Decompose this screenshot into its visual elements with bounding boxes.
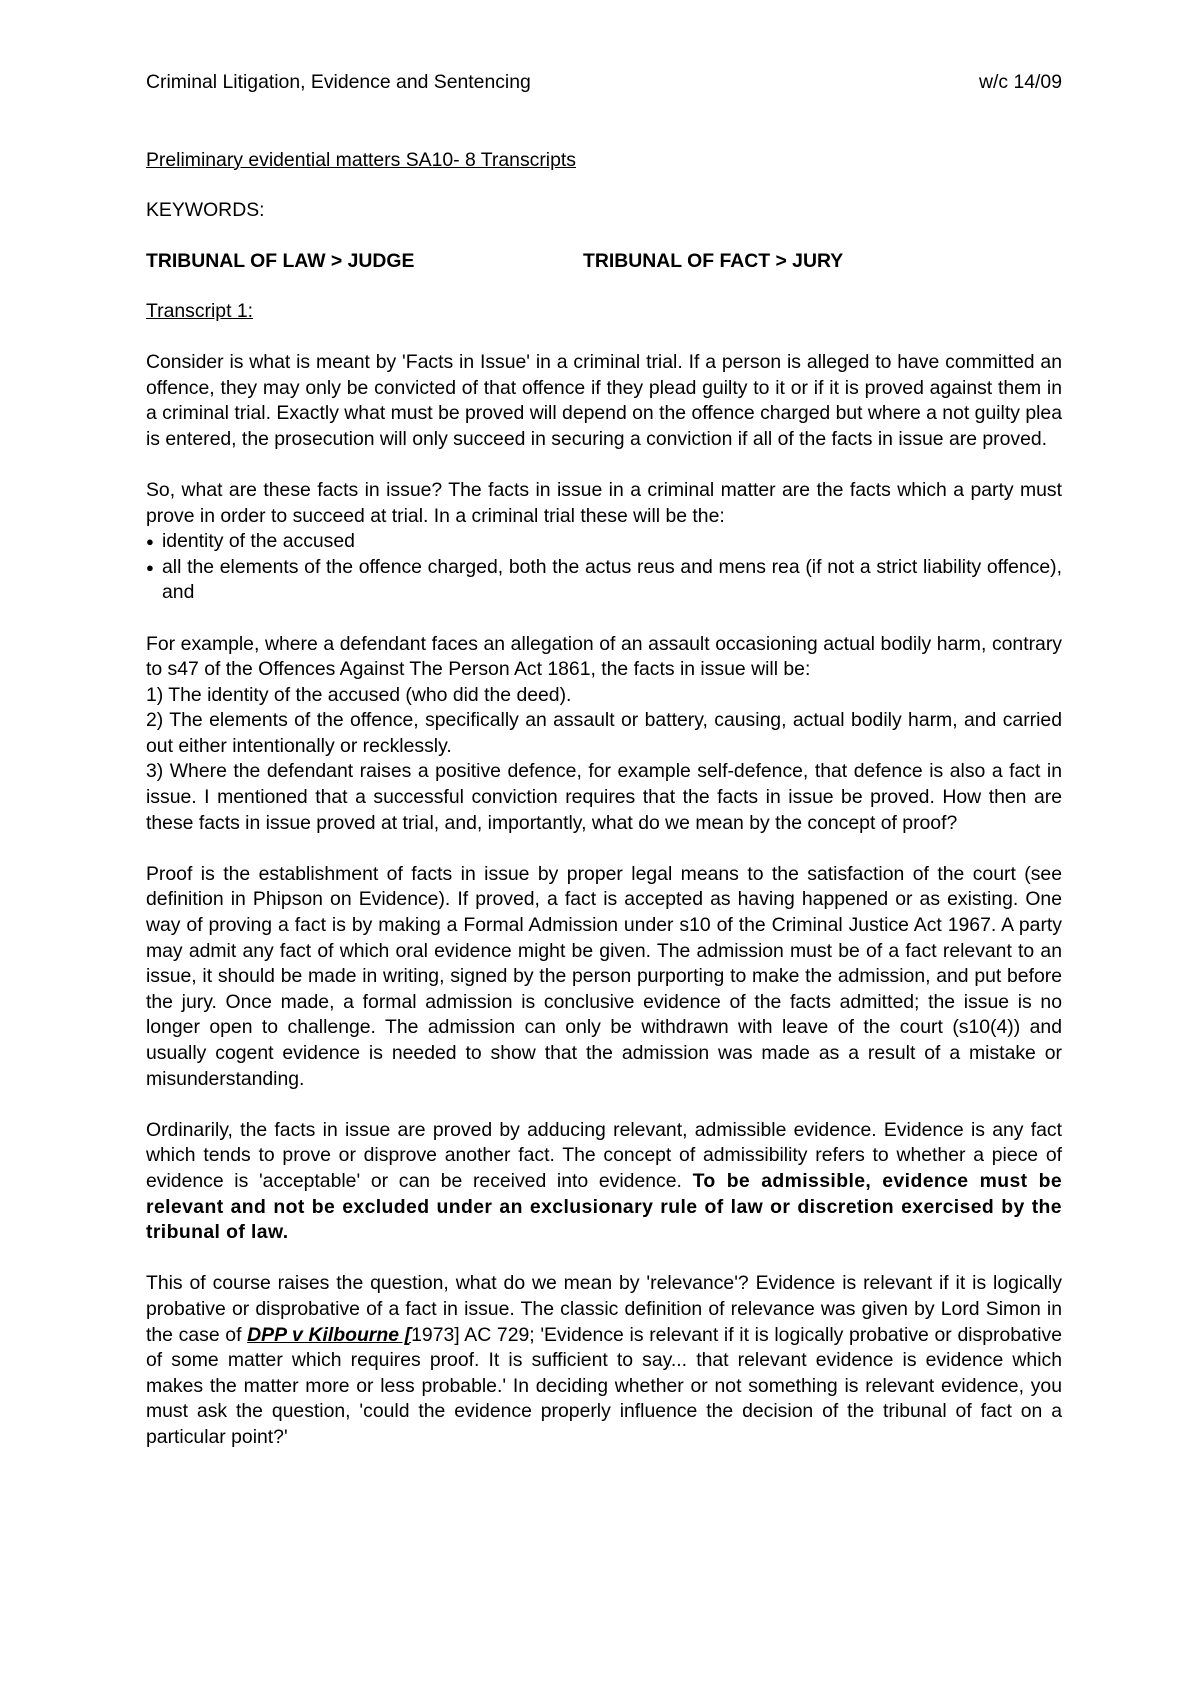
page-header: [146, 70, 1062, 96]
paragraph-admissibility: [146, 1118, 1062, 1246]
keywords-label: KEYWORDS:: [146, 199, 265, 222]
relevance-text-start: This of course raises the question, what do we mean by 'relevance'? Evidence is relevant if it is logically probative or disprobative of a fact in issue. The classic definition of relevance was given by Lord Simon in the case of: [146, 1272, 1062, 1346]
paragraph-relevance: [146, 1271, 1062, 1450]
bullet-icon: ●: [146, 534, 154, 550]
tribunal-of-law: TRIBUNAL OF LAW > JUDGE: [146, 249, 415, 272]
numbered-item: 1) The identity of the accused (who did the deed).: [146, 683, 572, 706]
week-label: w/c 14/09: [979, 71, 1062, 93]
paragraph-example: For example, where a defendant faces an allegation of an assault occasioning actual bodily harm, contrary to s47 of the Offences Against The Person Act 1861, the facts in issue will be:: [146, 632, 1062, 681]
paragraph-proof: Proof is the establishment of facts in issue by proper legal means to the satisfaction of the court (see definition in Phipson on Evidence). If proved, a fact is accepted as having happened or as existing. One way of proving a fact is by making a Formal Admission under s10 of the Criminal Justice Act 1967. A party may admit any fact of which oral evidence might be given. The admission must be of a fact relevant to an issue, it should be made in writing, signed by the person purporting to make the admission, and put before the jury. Once made, a formal admission is conclusive evidence of the facts admitted; the issue is no longer open to challenge. The admission can only be withdrawn with leave of the court (s10(4)) and usually cogent evidence is needed to show that the admission was made as a result of a mistake or misunderstanding.: [146, 862, 1062, 1090]
tribunal-of-fact: TRIBUNAL OF FACT > JURY: [583, 249, 844, 272]
case-citation: DPP v Kilbourne [: [247, 1323, 412, 1346]
numbered-item: 2) The elements of the offence, specifically an assault or battery, causing, actual bodily harm, and carried out either intentionally or recklessly.: [146, 709, 1062, 757]
admissibility-rule: To be admissible, evidence must be relevant and not be excluded under an exclusionary rule of law or discretion exercised by the tribunal of law.: [146, 1169, 1062, 1244]
relevance-text-end: 1973] AC 729; 'Evidence is relevant if it is logically probative or disprobative of some matter which requires proof. It is sufficient to say... that relevant evidence is evidence which makes the matter more or less probable.' In deciding whether or not something is relevant evidence, you must ask the question, 'could the evidence properly influence the decision of the tribunal of fact on a particular point?': [146, 1323, 1062, 1448]
tribunal-keywords: [146, 249, 1062, 275]
paragraph-what-are-facts: So, what are these facts in issue? The facts in issue in a criminal matter are the facts which a party must prove in order to succeed at trial. In a criminal trial these will be the:: [146, 478, 1062, 527]
bullet-icon: ●: [146, 559, 154, 575]
numbered-item: 3) Where the defendant raises a positive defence, for example self-defence, that defence is also a fact in issue. I mentioned that a successful conviction requires that the facts in issue be proved. How then are these facts in issue proved at trial, and, importantly, what do we mean by the concept of proof?: [146, 760, 1062, 834]
document-title: Preliminary evidential matters SA10- 8 Transcripts: [146, 148, 576, 171]
bullet-item: [146, 529, 1062, 555]
transcript-heading: Transcript 1:: [146, 300, 254, 323]
course-title: Criminal Litigation, Evidence and Sentencing: [146, 71, 531, 93]
admissibility-text: Ordinarily, the facts in issue are proved by adducing relevant, admissible evidence. Evidence is any fact which tends to prove or disprove another fact. The concept of admissibility refers to whether a piece of evidence is 'acceptable' or can be received into evidence.: [146, 1118, 1062, 1192]
document-page: [146, 70, 1062, 1476]
bullet-text: identity of the accused: [162, 530, 355, 553]
paragraph-facts-in-issue: Consider is what is meant by 'Facts in Issue' in a criminal trial. If a person is alleged to have committed an offence, they may only be convicted of that offence if they plead guilty to it or if it is proved against them in a criminal trial. Exactly what must be proved will depend on the offence charged but where a not guilty plea is entered, the prosecution will only succeed in securing a conviction if all of the facts in issue are proved.: [146, 350, 1062, 450]
bullet-item: [146, 555, 1062, 606]
bullet-text: all the elements of the offence charged, both the actus reus and mens rea (if not a strict liability offence), and: [162, 555, 1062, 604]
